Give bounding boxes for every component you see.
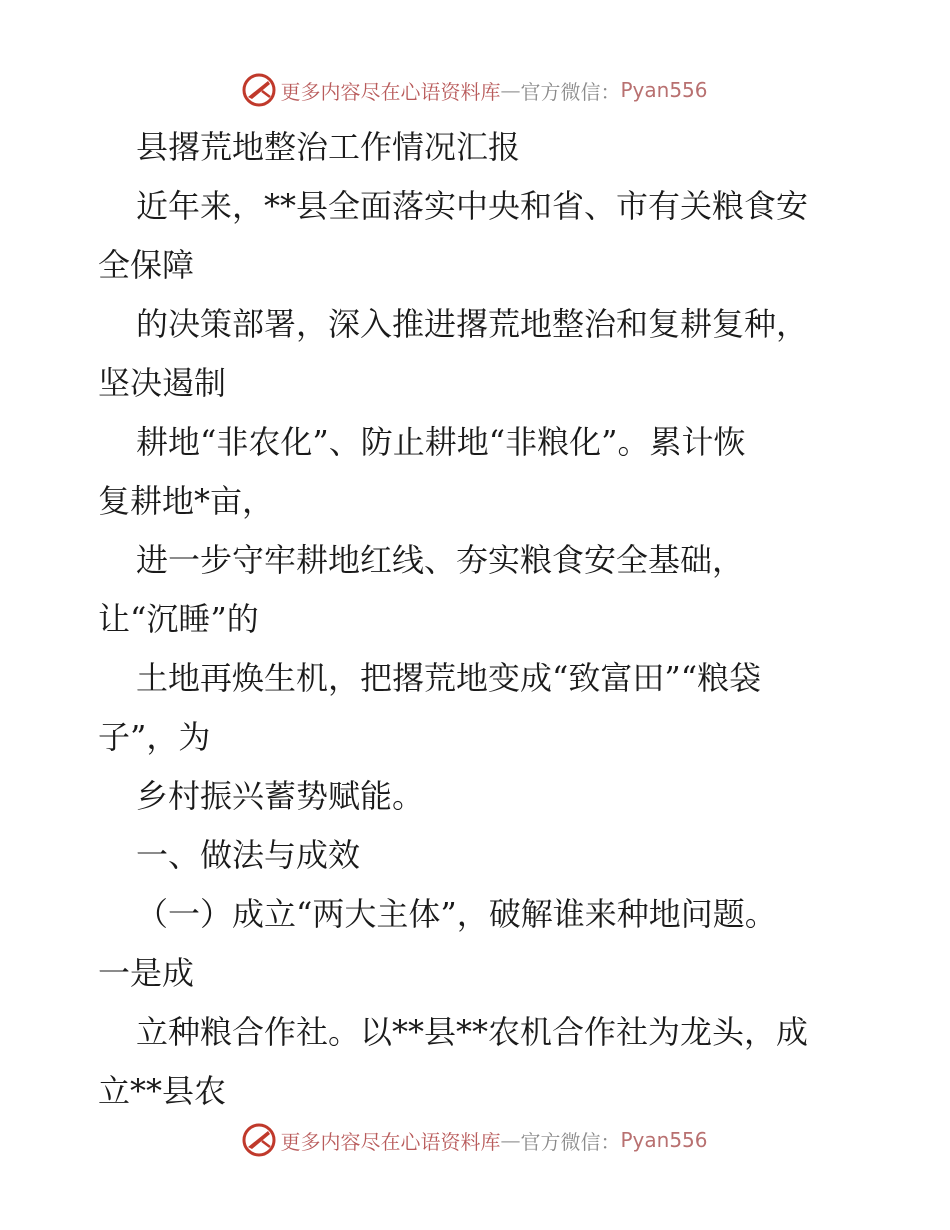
watermark-footer <box>0 1120 950 1160</box>
document-title: 县撂荒地整治工作情况汇报 <box>136 128 521 166</box>
watermark-wechat-id: Pyan556 <box>620 1128 708 1152</box>
watermark-wechat-label: 官方微信： <box>520 1129 621 1154</box>
paragraph-line: 的决策部署，深入推进撂荒地整治和复耕复种， <box>136 305 809 343</box>
paragraph-line: 坚决遏制 <box>98 364 227 402</box>
document-body <box>98 118 858 1121</box>
watermark-separator: — <box>500 1128 521 1152</box>
paragraph-line: 让“沉睡”的 <box>98 600 259 638</box>
watermark-wechat-label: 官方微信： <box>520 79 621 104</box>
watermark-wechat-id: Pyan556 <box>620 78 708 102</box>
paragraph-line: 土地再焕生机，把撂荒地变成“致富田”“粮袋 <box>136 659 762 697</box>
watermark-separator: — <box>500 78 521 102</box>
watermark-site-text: 更多内容尽在心语资料库 <box>280 79 501 104</box>
watermark-site-text: 更多内容尽在心语资料库 <box>280 1129 501 1154</box>
watermark-header <box>0 70 950 110</box>
section-heading: 一、做法与成效 <box>136 836 361 874</box>
paragraph-line: 复耕地*亩， <box>98 482 275 520</box>
subsection-heading: （一）成立“两大主体”，破解谁来种地问题。 <box>136 895 777 933</box>
paragraph-line: 全保障 <box>98 246 195 284</box>
paragraph-line: 立**县农 <box>98 1072 227 1110</box>
paragraph-line: 一是成 <box>98 954 195 992</box>
brand-logo-icon <box>242 73 276 107</box>
paragraph-line: 子”，为 <box>98 718 211 756</box>
paragraph-line: 立种粮合作社。以**县**农机合作社为龙头，成 <box>136 1013 809 1051</box>
paragraph-line: 近年来，**县全面落实中央和省、市有关粮食安 <box>136 187 809 225</box>
paragraph-line: 耕地“非农化”、防止耕地“非粮化”。累计恢 <box>136 423 746 461</box>
paragraph-line: 乡村振兴蓄势赋能。 <box>136 777 425 815</box>
paragraph-line: 进一步守牢耕地红线、夯实粮食安全基础， <box>136 541 745 579</box>
brand-logo-icon <box>242 1123 276 1157</box>
